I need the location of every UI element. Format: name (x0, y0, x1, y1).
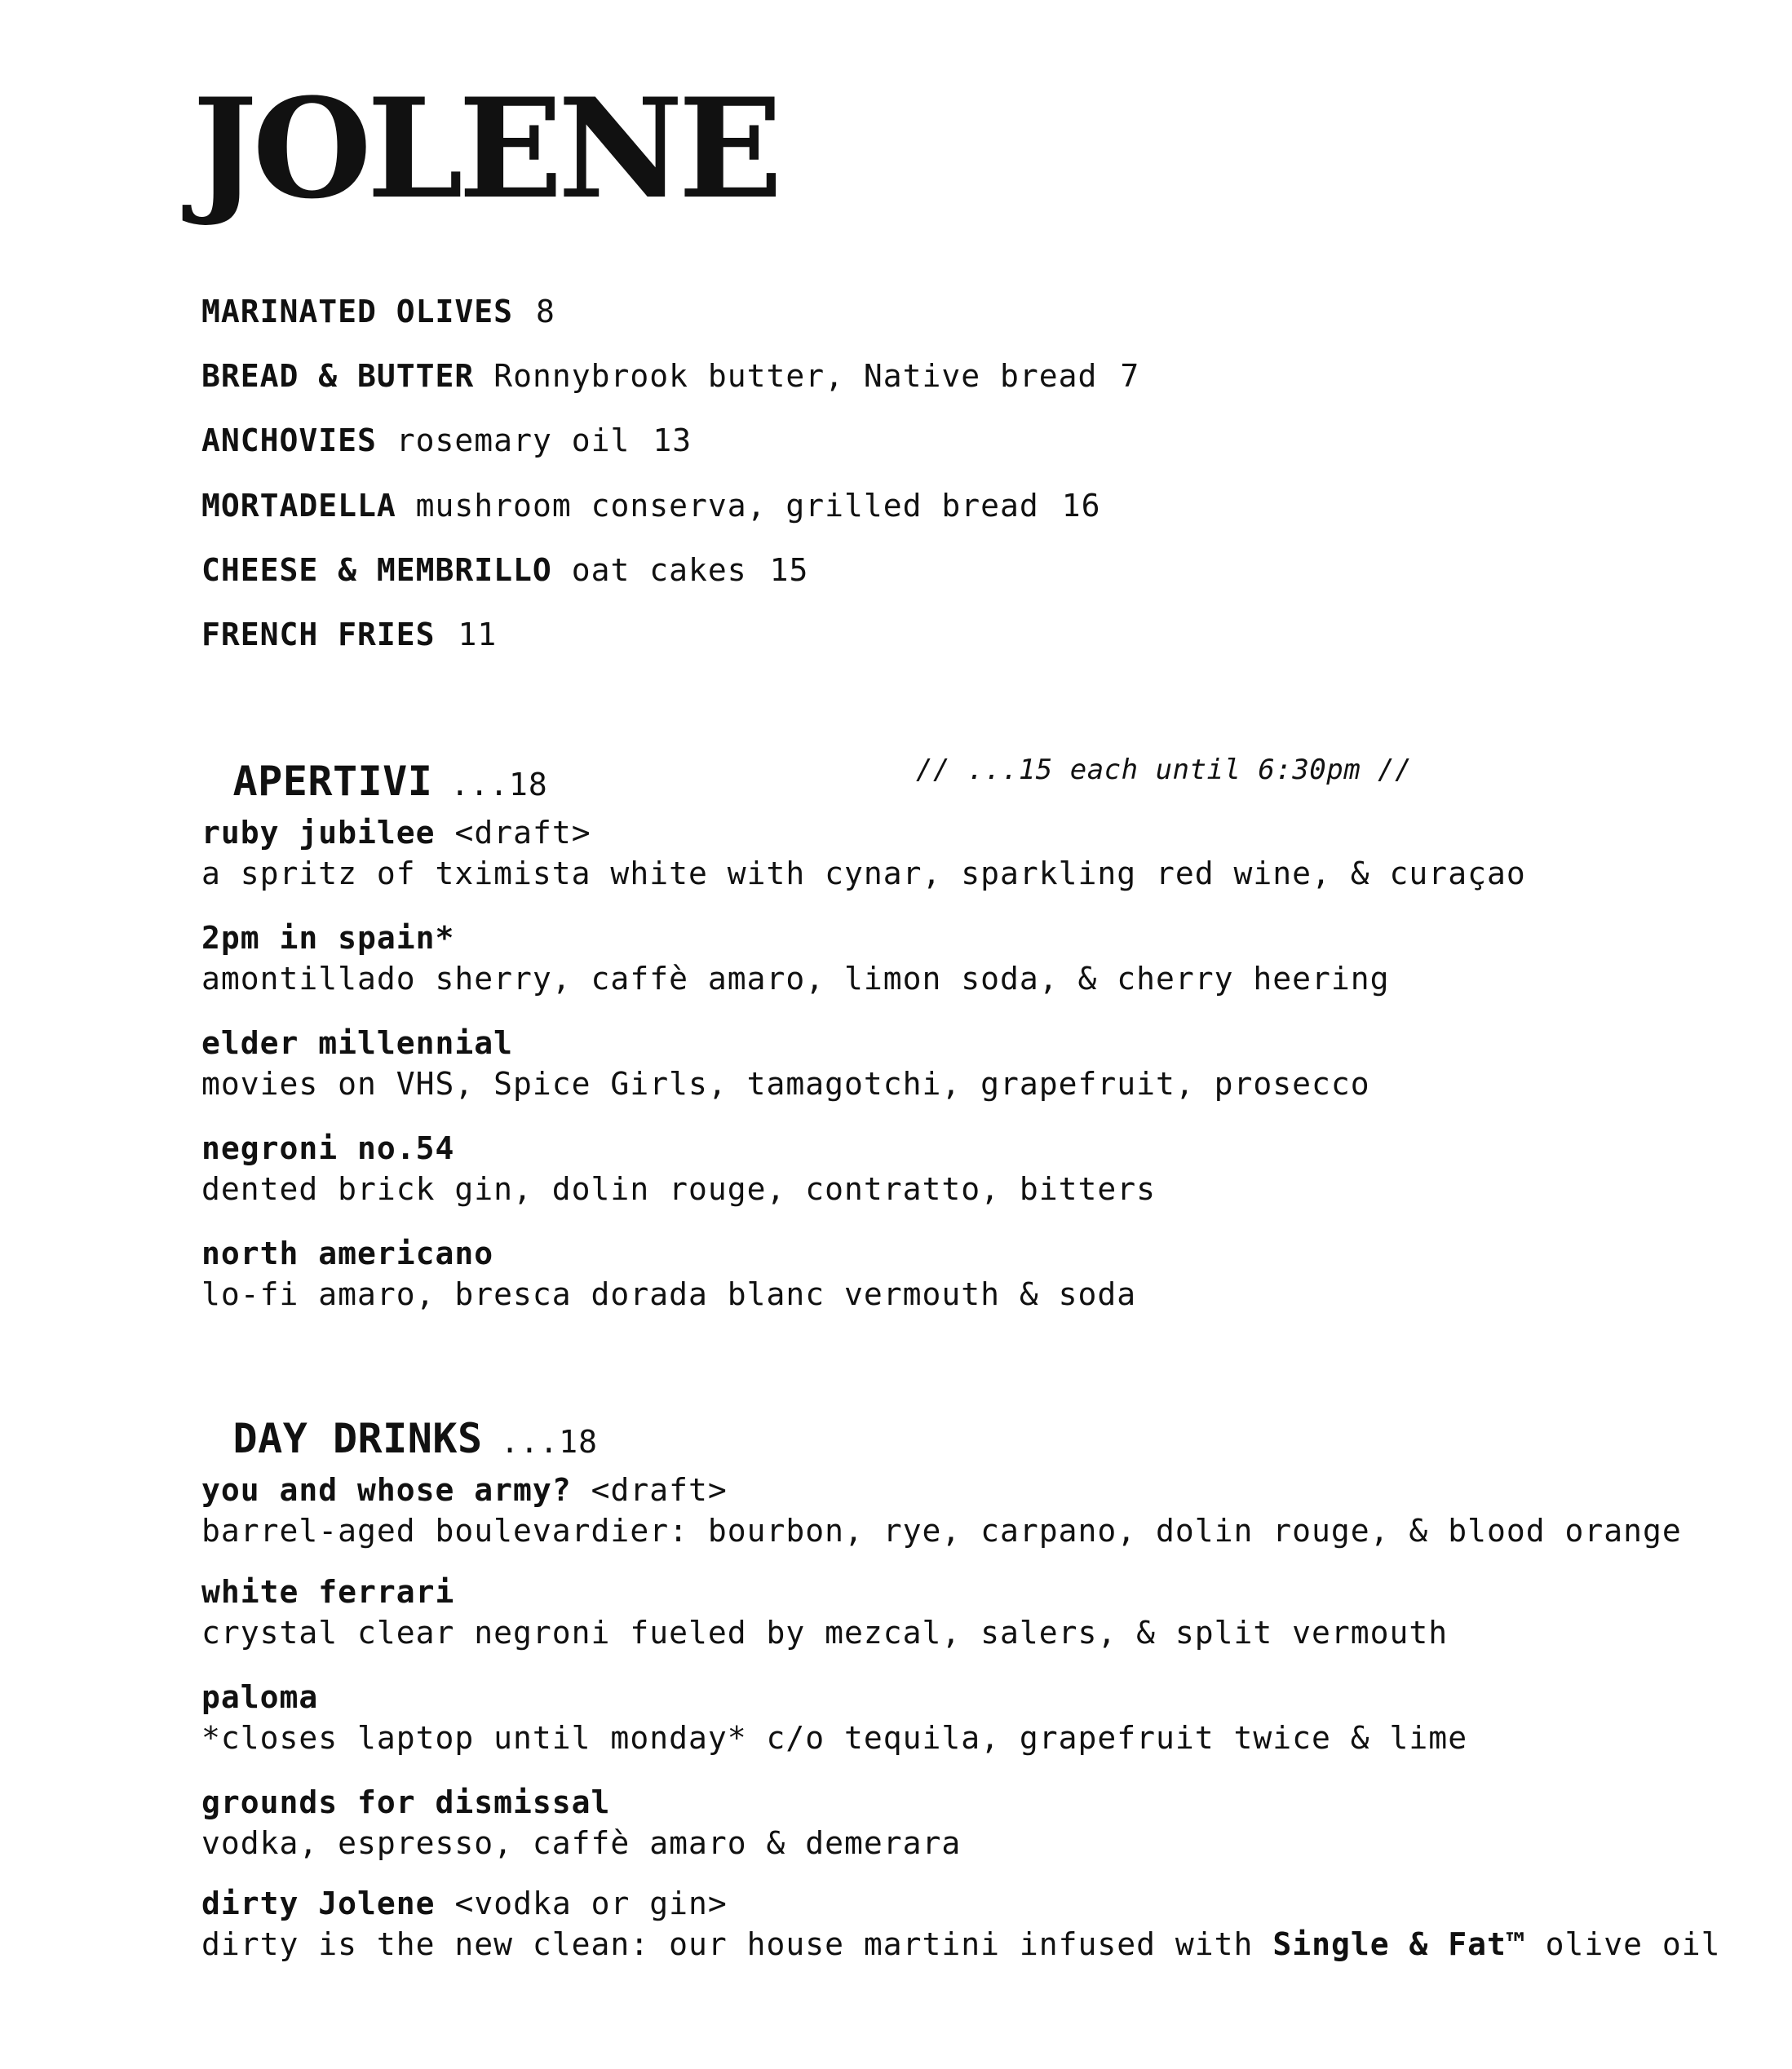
drink-desc: crystal clear negroni fueled by mezcal, salers, & split vermouth (201, 1615, 1449, 1651)
food-item-name: BREAD & BUTTER (201, 358, 475, 395)
drink-desc: barrel-aged boulevardier: bourbon, rye, carpano, dolin rouge, & blood orange (201, 1513, 1682, 1549)
drink-name: ruby jubilee (201, 815, 436, 851)
food-item-desc: mushroom conserva, grilled bread (415, 487, 1039, 524)
food-item (201, 484, 1670, 549)
apertivi-price: ...18 (450, 767, 548, 802)
food-item-price: 15 (769, 551, 809, 588)
restaurant-title: JOLENE (192, 68, 778, 229)
drink-desc: a spritz of tximista white with cynar, sparkling red wine, & curaçao (201, 855, 1526, 891)
day-drinks-header (201, 1399, 1670, 1478)
food-item (201, 290, 1670, 355)
drink-name: 2pm in spain* (201, 920, 455, 956)
drink-item (201, 1470, 1751, 1572)
drink-desc: movies on VHS, Spice Girls, tamagotchi, grapefruit, prosecco (201, 1066, 1370, 1102)
drink-desc: vodka, espresso, caffè amaro & demerara (201, 1825, 962, 1861)
drink-item (201, 1128, 1751, 1233)
drink-name: you and whose army? (201, 1472, 572, 1508)
food-item-price: 8 (536, 294, 555, 329)
day-drinks-title: DAY DRINKS (232, 1415, 483, 1462)
drink-item (201, 1883, 1751, 1965)
drink-item (201, 1572, 1751, 1677)
food-item-desc: Ronnybrook butter, Native bread (493, 358, 1098, 395)
drink-item (201, 1782, 1751, 1883)
drink-item (201, 812, 1751, 917)
drink-item (201, 1023, 1751, 1128)
drink-item (201, 1677, 1751, 1782)
drink-tag: <vodka or gin> (454, 1886, 728, 1921)
drink-desc: *closes laptop until monday* c/o tequila, grapefruit twice & lime (201, 1720, 1468, 1756)
drink-name: north americano (201, 1236, 494, 1271)
food-item-name: MARINATED OLIVES (201, 294, 514, 329)
food-item-desc: rosemary oil (396, 422, 631, 459)
apertivi-title: APERTIVI (232, 758, 433, 805)
drink-name: dirty Jolene (201, 1886, 436, 1921)
day-drinks-price: ...18 (500, 1424, 598, 1460)
food-item-price: 11 (458, 616, 498, 652)
drink-name: elder millennial (201, 1025, 514, 1061)
food-item-price: 16 (1061, 487, 1101, 524)
drink-desc-text: olive oil (1545, 1926, 1721, 1962)
food-item-desc: oat cakes (571, 551, 747, 588)
drink-name: paloma (201, 1679, 319, 1715)
drink-desc (201, 1924, 1751, 1965)
food-list (201, 290, 1670, 678)
drink-tag: <draft> (591, 1472, 728, 1508)
apertivi-list (201, 812, 1751, 1338)
food-item-name: CHEESE & MEMBRILLO (201, 551, 552, 588)
drink-desc: dented brick gin, dolin rouge, contratto, bitters (201, 1171, 1157, 1207)
day-drinks-list (201, 1470, 1751, 1965)
food-item (201, 613, 1670, 678)
food-item (201, 419, 1670, 484)
drink-desc-text: dirty is the new clean: our house martini infused with (201, 1926, 1254, 1962)
food-item-name: ANCHOVIES (201, 422, 377, 459)
drink-desc: lo-fi amaro, bresca dorada blanc vermouth & soda (201, 1276, 1137, 1312)
drink-tag: <draft> (454, 815, 591, 851)
drink-item (201, 1233, 1751, 1338)
drink-name: white ferrari (201, 1574, 455, 1610)
drink-item (201, 917, 1751, 1023)
apertivi-happy-hour-note: // ...15 each until 6:30pm // (916, 754, 1413, 786)
food-item-price: 7 (1120, 358, 1140, 395)
drink-name: negroni no.54 (201, 1130, 455, 1166)
food-item (201, 355, 1670, 419)
food-item-name: MORTADELLA (201, 487, 396, 524)
food-item (201, 549, 1670, 613)
drink-desc: amontillado sherry, caffè amaro, limon soda, & cherry heering (201, 961, 1390, 997)
food-item-name: FRENCH FRIES (201, 616, 436, 652)
drink-name: grounds for dismissal (201, 1784, 611, 1820)
food-item-price: 13 (653, 422, 692, 459)
drink-desc-highlight: Single & Fat™ (1272, 1926, 1526, 1962)
